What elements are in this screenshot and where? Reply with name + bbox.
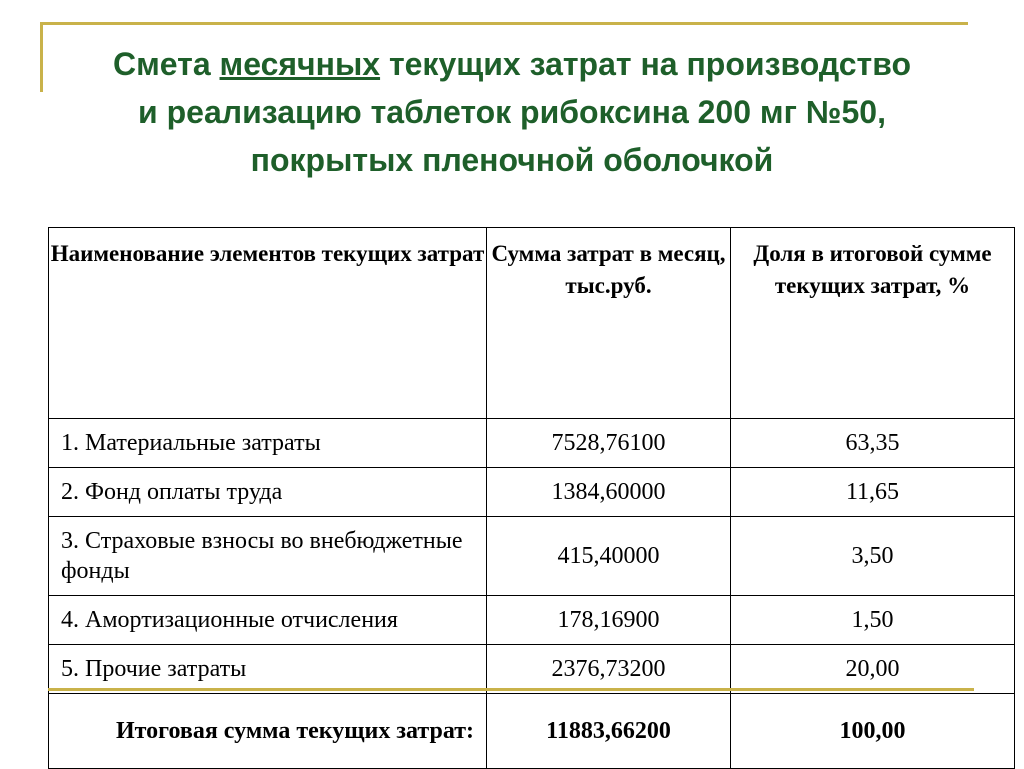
row-sum: 415,40000 <box>487 517 731 596</box>
row-name: 1. Материальные затраты <box>49 419 487 468</box>
row-name: 2. Фонд оплаты труда <box>49 468 487 517</box>
header-monthly-sum: Сумма затрат в месяц, тыс.руб. <box>487 228 731 419</box>
row-share: 11,65 <box>731 468 1015 517</box>
header-element-name: Наименование элементов текущих затрат <box>49 228 487 419</box>
table-row <box>49 645 1015 694</box>
row-share: 20,00 <box>731 645 1015 694</box>
total-share: 100,00 <box>731 694 1015 769</box>
table-row <box>49 468 1015 517</box>
row-name: 5. Прочие затраты <box>49 645 487 694</box>
row-share: 63,35 <box>731 419 1015 468</box>
top-decorative-rule <box>40 22 968 25</box>
table-row <box>49 596 1015 645</box>
row-share: 1,50 <box>731 596 1015 645</box>
row-name: 3. Страховые взносы во внебюджетные фонды <box>49 517 487 596</box>
title-line-1-rest: текущих затрат на производство <box>380 46 911 82</box>
bottom-decorative-rule <box>48 688 974 691</box>
page-title <box>40 40 984 184</box>
row-sum: 7528,76100 <box>487 419 731 468</box>
table-header-row <box>49 228 1015 419</box>
row-name: 4. Амортизационные отчисления <box>49 596 487 645</box>
total-label: Итоговая сумма текущих затрат: <box>49 694 487 769</box>
title-line-1 <box>40 40 984 88</box>
title-line-3: покрытых пленочной оболочкой <box>250 142 774 178</box>
total-sum: 11883,66200 <box>487 694 731 769</box>
row-sum: 2376,73200 <box>487 645 731 694</box>
title-word-smeta: Смета <box>113 46 220 82</box>
header-share-percent: Доля в итоговой сумме текущих затрат, % <box>731 228 1015 419</box>
table-total-row <box>49 694 1015 769</box>
table-row <box>49 517 1015 596</box>
table-row <box>49 419 1015 468</box>
row-sum: 178,16900 <box>487 596 731 645</box>
row-share: 3,50 <box>731 517 1015 596</box>
title-underlined-word: месячных <box>219 46 381 82</box>
row-sum: 1384,60000 <box>487 468 731 517</box>
title-line-2: и реализацию таблеток рибоксина 200 мг №50, <box>138 94 886 130</box>
